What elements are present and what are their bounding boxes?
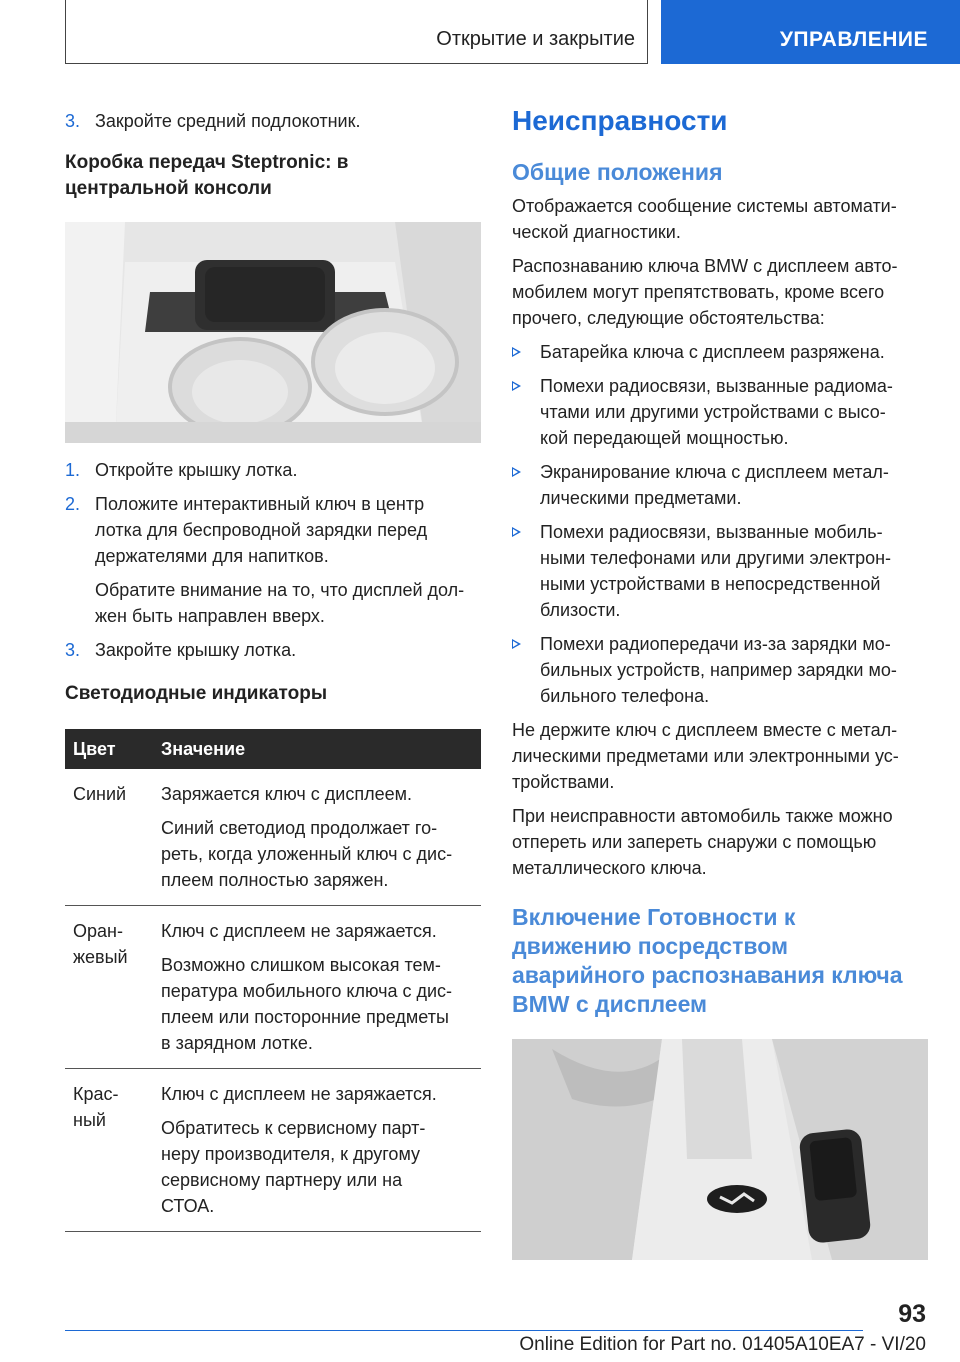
- list-item-line: ными телефонами или другими электрон-: [540, 548, 892, 568]
- triangle-bullet-icon: [512, 347, 521, 357]
- table-cell-color: [65, 906, 153, 1069]
- table-cell-meaning: [153, 906, 481, 1069]
- triangle-bullet-icon: [512, 639, 521, 649]
- paragraph-line: отпереть или запереть снаружи с помощью: [512, 832, 877, 852]
- header-chapter-tab: [661, 0, 960, 64]
- paragraph: [512, 253, 928, 331]
- list-item: [512, 373, 928, 451]
- table-cell-color: [65, 769, 153, 906]
- key-emergency-position-image: [512, 1039, 928, 1260]
- paragraph-line: Отображается сообщение системы автомати-: [512, 196, 897, 216]
- subheading-steptronic: [65, 150, 481, 202]
- step-number: 2.: [65, 494, 81, 514]
- heading-malfunctions: Неисправности: [512, 105, 728, 136]
- right-column: [512, 100, 928, 1260]
- steps-list: [65, 457, 481, 663]
- meaning-line: неру производителя, к другому: [161, 1144, 421, 1164]
- table-header-meaning: Значение: [153, 729, 481, 769]
- left-column: [65, 100, 481, 1232]
- paragraph-line: прочего, следующие обстоятельства:: [512, 308, 825, 328]
- paragraph-line: ческой диагностики.: [512, 222, 681, 242]
- step-item: [65, 108, 481, 134]
- meaning-line: плеем полностью заряжен.: [161, 870, 389, 890]
- step-note-line: Обратите внимание на то, что дисплей дол-: [95, 580, 465, 600]
- meaning-detail: [161, 815, 481, 893]
- heading-line: BMW с дисплеем: [512, 991, 708, 1017]
- list-item-line: бильных устройств, например зарядки мо-: [540, 660, 897, 680]
- footer-divider: [65, 1330, 863, 1331]
- step-text: Закройте средний подлокотник.: [95, 111, 361, 131]
- meaning-detail: [161, 1115, 481, 1219]
- meaning-line: плеем или посторонние предметы: [161, 1007, 449, 1027]
- bullet-list: [512, 339, 928, 709]
- triangle-bullet-icon: [512, 467, 521, 477]
- table-row: [65, 769, 481, 906]
- color-text: ный: [73, 1110, 106, 1130]
- meaning-line: сервисному партнеру или на: [161, 1170, 403, 1190]
- color-text: Крас-: [73, 1084, 119, 1104]
- table-header-color: Цвет: [65, 729, 153, 769]
- list-item: [512, 631, 928, 709]
- step-item: [65, 457, 481, 483]
- step-item: [65, 637, 481, 663]
- meaning-detail: [161, 952, 481, 1056]
- step-note-line: жен быть направлен вверх.: [95, 606, 325, 626]
- paragraph-line: лическими предметами или электронными ус-: [512, 746, 899, 766]
- paragraph: [512, 193, 928, 245]
- step-item: [65, 491, 481, 629]
- paragraph-line: тройствами.: [512, 772, 615, 792]
- list-item-line: Помехи радиосвязи, вызванные мобиль-: [540, 522, 883, 542]
- meaning-line: в зарядном лотке.: [161, 1033, 313, 1053]
- paragraph-line: При неисправности автомобиль также можно: [512, 806, 893, 826]
- table-row: [65, 906, 481, 1069]
- paragraph-line: металлического ключа.: [512, 858, 707, 878]
- paragraph-line: мобилем могут препятствовать, кроме всего: [512, 282, 885, 302]
- heading-line: Включение Готовности к: [512, 904, 796, 930]
- step-text: Положите интерактивный ключ в центр: [95, 494, 425, 514]
- subheading-led: Светодиодные индикаторы: [65, 683, 328, 704]
- meaning-text: Ключ с дисплеем не заряжается.: [161, 921, 437, 941]
- subheading-line: центральной консоли: [65, 178, 272, 199]
- step-note: [95, 577, 481, 629]
- meaning-text: Заряжается ключ с дисплеем.: [161, 784, 412, 804]
- step-text: лотка для беспроводной зарядки перед: [95, 520, 428, 540]
- header-chapter-title: УПРАВЛЕНИЕ: [779, 28, 928, 51]
- triangle-bullet-icon: [512, 527, 521, 537]
- list-item-line: кой передающей мощностью.: [540, 428, 789, 448]
- heading-general: Общие положения: [512, 159, 723, 185]
- heading-line: аварийного распознавания ключа: [512, 962, 903, 988]
- header-section-box: [65, 0, 648, 64]
- steering-column-illustration: [512, 1039, 928, 1260]
- table-header-row: [65, 729, 481, 769]
- heading-emergency-detection: [512, 903, 928, 1019]
- step-text: держателями для напитков.: [95, 546, 329, 566]
- step-text: Закройте крышку лотка.: [95, 640, 297, 660]
- color-text: Синий: [73, 784, 127, 804]
- list-item-line: бильного телефона.: [540, 686, 710, 706]
- footer-edition: Online Edition for Part no. 01405A10EA7 - VI/20: [519, 1334, 926, 1355]
- list-item: [512, 519, 928, 623]
- color-text: жевый: [73, 947, 128, 967]
- step-number: 3.: [65, 640, 81, 660]
- meaning-text: Ключ с дисплеем не заряжается.: [161, 1084, 437, 1104]
- list-item: [512, 339, 928, 365]
- list-item-line: лическими предметами.: [540, 488, 742, 508]
- paragraph-line: Распознаванию ключа BMW с дисплеем авто-: [512, 256, 898, 276]
- step-number: 1.: [65, 460, 81, 480]
- step-text: Откройте крышку лотка.: [95, 460, 298, 480]
- paragraph: [512, 803, 928, 881]
- list-item-line: чтами или другими устройствами с высо-: [540, 402, 886, 422]
- meaning-line: реть, когда уложенный ключ с дис-: [161, 844, 453, 864]
- console-charging-tray-image: [65, 222, 481, 443]
- color-text: Оран-: [73, 921, 123, 941]
- table-cell-meaning: [153, 769, 481, 906]
- list-item-line: ными устройствами в непосредственной: [540, 574, 881, 594]
- list-item-line: Экранирование ключа с дисплеем метал-: [540, 462, 889, 482]
- meaning-line: Синий светодиод продолжает го-: [161, 818, 438, 838]
- list-item-line: Батарейка ключа с дисплеем разряжена.: [540, 342, 885, 362]
- step-number: 3.: [65, 111, 81, 131]
- heading-line: движению посредством: [512, 933, 788, 959]
- meaning-line: пература мобильного ключа с дис-: [161, 981, 453, 1001]
- paragraph-line: Не держите ключ с дисплеем вместе с метал-: [512, 720, 898, 740]
- list-item-line: Помехи радиосвязи, вызванные радиома-: [540, 376, 893, 396]
- console-illustration: [65, 222, 481, 443]
- table-row: [65, 1069, 481, 1232]
- table-cell-color: [65, 1069, 153, 1232]
- paragraph: [512, 717, 928, 795]
- led-indicator-table: [65, 729, 481, 1232]
- page-number: 93: [898, 1300, 926, 1328]
- subheading-line: Коробка передач Steptronic: в: [65, 152, 349, 173]
- header-section-title: Открытие и закрытие: [436, 28, 635, 50]
- list-item-line: Помехи радиопередачи из-за зарядки мо-: [540, 634, 891, 654]
- meaning-line: Возможно слишком высокая тем-: [161, 955, 441, 975]
- list-item: [512, 459, 928, 511]
- triangle-bullet-icon: [512, 381, 521, 391]
- meaning-line: Обратитесь к сервисному парт-: [161, 1118, 426, 1138]
- list-item-line: близости.: [540, 600, 621, 620]
- table-cell-meaning: [153, 1069, 481, 1232]
- meaning-line: СТОА.: [161, 1196, 215, 1216]
